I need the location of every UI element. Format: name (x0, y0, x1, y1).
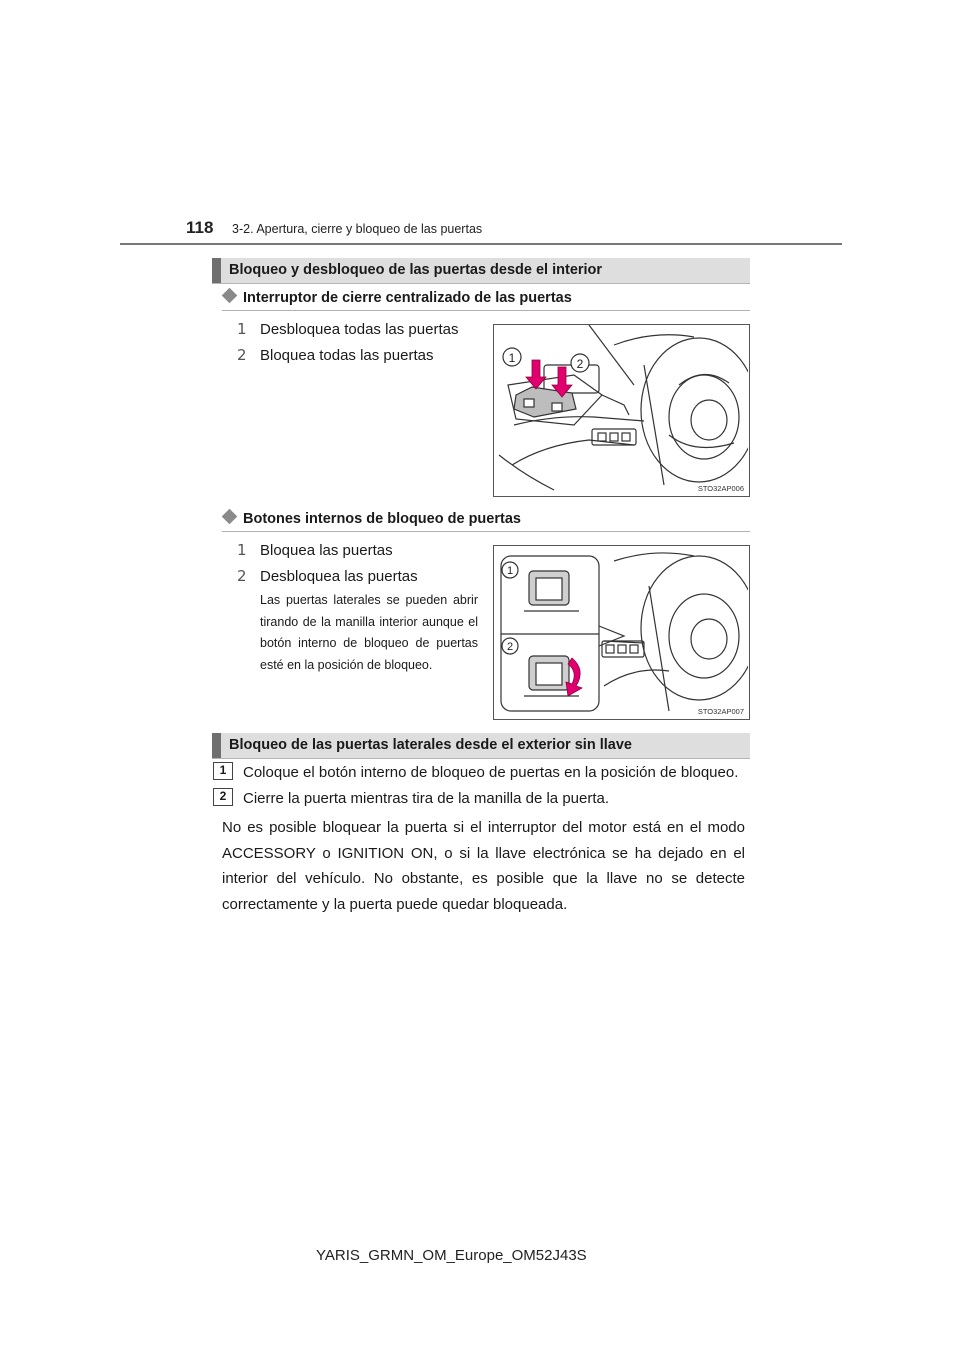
section-title-bar (212, 733, 750, 758)
figure-callout: 2 (506, 641, 514, 653)
diamond-bullet-icon (222, 509, 238, 525)
section-underline (212, 283, 750, 284)
section-underline (212, 758, 750, 759)
circled-number-icon: 2 (237, 567, 247, 585)
subsection-heading: Botones internos de bloqueo de puertas (222, 511, 521, 527)
figure-callout: 1 (506, 565, 514, 577)
subsection-rule (222, 310, 750, 311)
figure-code: STO32AP006 (697, 484, 744, 493)
figure-callout: 1 (508, 351, 516, 365)
page-number: 118 (186, 218, 214, 237)
internal-lock-button-drawing (494, 546, 748, 718)
figure-code: STO32AP007 (697, 707, 744, 716)
subsection-heading: Interruptor de cierre centralizado de las puertas (222, 290, 572, 306)
circled-number-icon: 1 (237, 320, 247, 338)
body-paragraph: No es posible bloquear la puerta si el interruptor del motor está en el modo ACCESSORY o IGNITION ON, o si la llave electrónica se ha dejado en el interior del vehículo. No obstante, es posible que la llave no se detecte correctamente y la puerta puede quedar bloqueada. (222, 819, 745, 913)
list-item: Desbloquea las puertas (260, 568, 418, 585)
section-title-bar (212, 258, 750, 283)
subsection-rule (222, 531, 750, 532)
step-text: Coloque el botón interno de bloqueo de puertas en la posición de bloqueo. (243, 764, 739, 781)
door-lock-switch-drawing (494, 325, 748, 495)
squared-number-icon: 1 (213, 762, 233, 780)
section-title: Bloqueo y desbloqueo de las puertas desde el interior (229, 262, 603, 278)
section-header: 3-2. Apertura, cierre y bloqueo de las puertas (232, 222, 483, 236)
circled-number-icon: 2 (237, 346, 247, 364)
squared-number-icon: 2 (213, 788, 233, 806)
section-title: Bloqueo de las puertas laterales desde el exterior sin llave (229, 737, 632, 753)
illustration-door-lock-switch (493, 324, 750, 497)
list-item: Bloquea todas las puertas (260, 347, 434, 364)
circled-number-icon: 1 (237, 541, 247, 559)
header-rule (120, 243, 842, 245)
document-id: YARIS_GRMN_OM_Europe_OM52J43S (316, 1247, 587, 1264)
figure-callout: 2 (576, 357, 584, 371)
step-text: Cierre la puerta mientras tira de la manilla de la puerta. (243, 790, 610, 807)
diamond-bullet-icon (222, 288, 238, 304)
list-item: Desbloquea todas las puertas (260, 321, 459, 338)
illustration-internal-lock-button (493, 545, 750, 720)
list-item: Bloquea las puertas (260, 542, 393, 559)
note-text: Las puertas laterales se pueden abrir tirando de la manilla interior aunque el botón interno de bloqueo de puertas esté en la posición de bloqueo. (260, 593, 478, 672)
